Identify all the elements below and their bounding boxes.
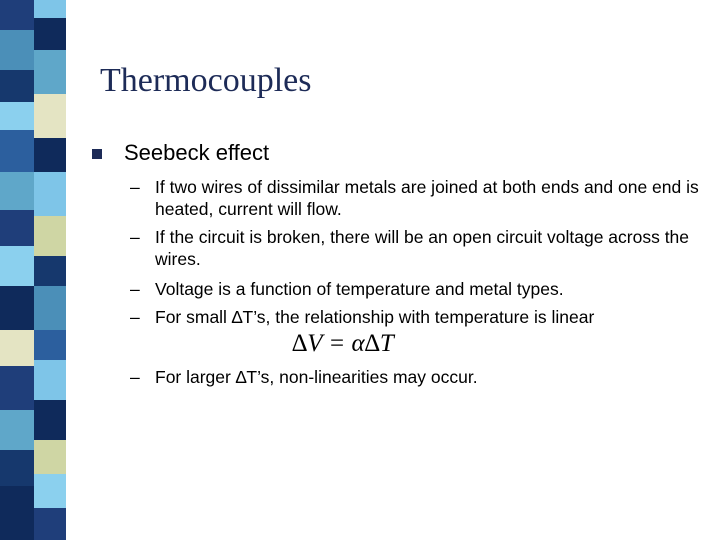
mosaic-tile	[0, 130, 34, 172]
sub-bullet-text: If the circuit is broken, there will be an open circuit voltage across the wires.	[155, 227, 690, 269]
mosaic-tile	[34, 400, 66, 440]
mosaic-tile	[0, 286, 34, 330]
dash-marker: –	[130, 227, 140, 247]
mosaic-tile	[34, 18, 66, 50]
mosaic-tile	[34, 360, 66, 400]
sub-bullet-text: For larger ∆T’s, non-linearities may occur.	[155, 367, 478, 387]
mosaic-tile	[34, 508, 66, 540]
sub-bullet-text: If two wires of dissimilar metals are joined at both ends and one end is heated, current will flow.	[155, 177, 699, 219]
sub-bullet-text: Voltage is a function of temperature and metal types.	[155, 279, 564, 299]
bullet-seebeck-effect	[92, 140, 269, 166]
dash-marker: –	[130, 307, 140, 327]
mosaic-tile	[0, 0, 34, 30]
mosaic-tile	[34, 330, 66, 360]
decorative-mosaic-bar	[0, 0, 66, 540]
bullet-text: Seebeck effect	[124, 140, 270, 165]
mosaic-tile	[0, 366, 34, 410]
mosaic-tile	[0, 246, 34, 286]
mosaic-tile	[34, 138, 66, 172]
mosaic-tile	[0, 30, 34, 70]
slide-title: Thermocouples	[100, 62, 312, 99]
mosaic-tile	[34, 216, 66, 256]
dash-marker: –	[130, 279, 140, 299]
mosaic-tile	[34, 440, 66, 474]
mosaic-tile	[0, 486, 34, 540]
mosaic-tile	[34, 286, 66, 330]
mosaic-tile	[34, 172, 66, 216]
dash-marker: –	[130, 367, 140, 387]
seebeck-formula: ∆V = α∆T	[292, 330, 394, 357]
mosaic-tile	[34, 50, 66, 94]
sub-bullet-text: For small ∆T’s, the relationship with temperature is linear	[155, 307, 595, 327]
dash-marker: –	[130, 177, 140, 197]
mosaic-tile	[0, 70, 34, 102]
mosaic-tile	[0, 450, 34, 486]
mosaic-tile	[34, 94, 66, 138]
square-bullet-icon	[92, 149, 102, 159]
mosaic-tile	[34, 256, 66, 286]
mosaic-tile	[0, 410, 34, 450]
mosaic-tile	[0, 330, 34, 366]
mosaic-tile	[0, 210, 34, 246]
mosaic-tile	[34, 0, 66, 18]
mosaic-tile	[0, 102, 34, 130]
mosaic-tile	[0, 172, 34, 210]
mosaic-tile	[34, 474, 66, 508]
